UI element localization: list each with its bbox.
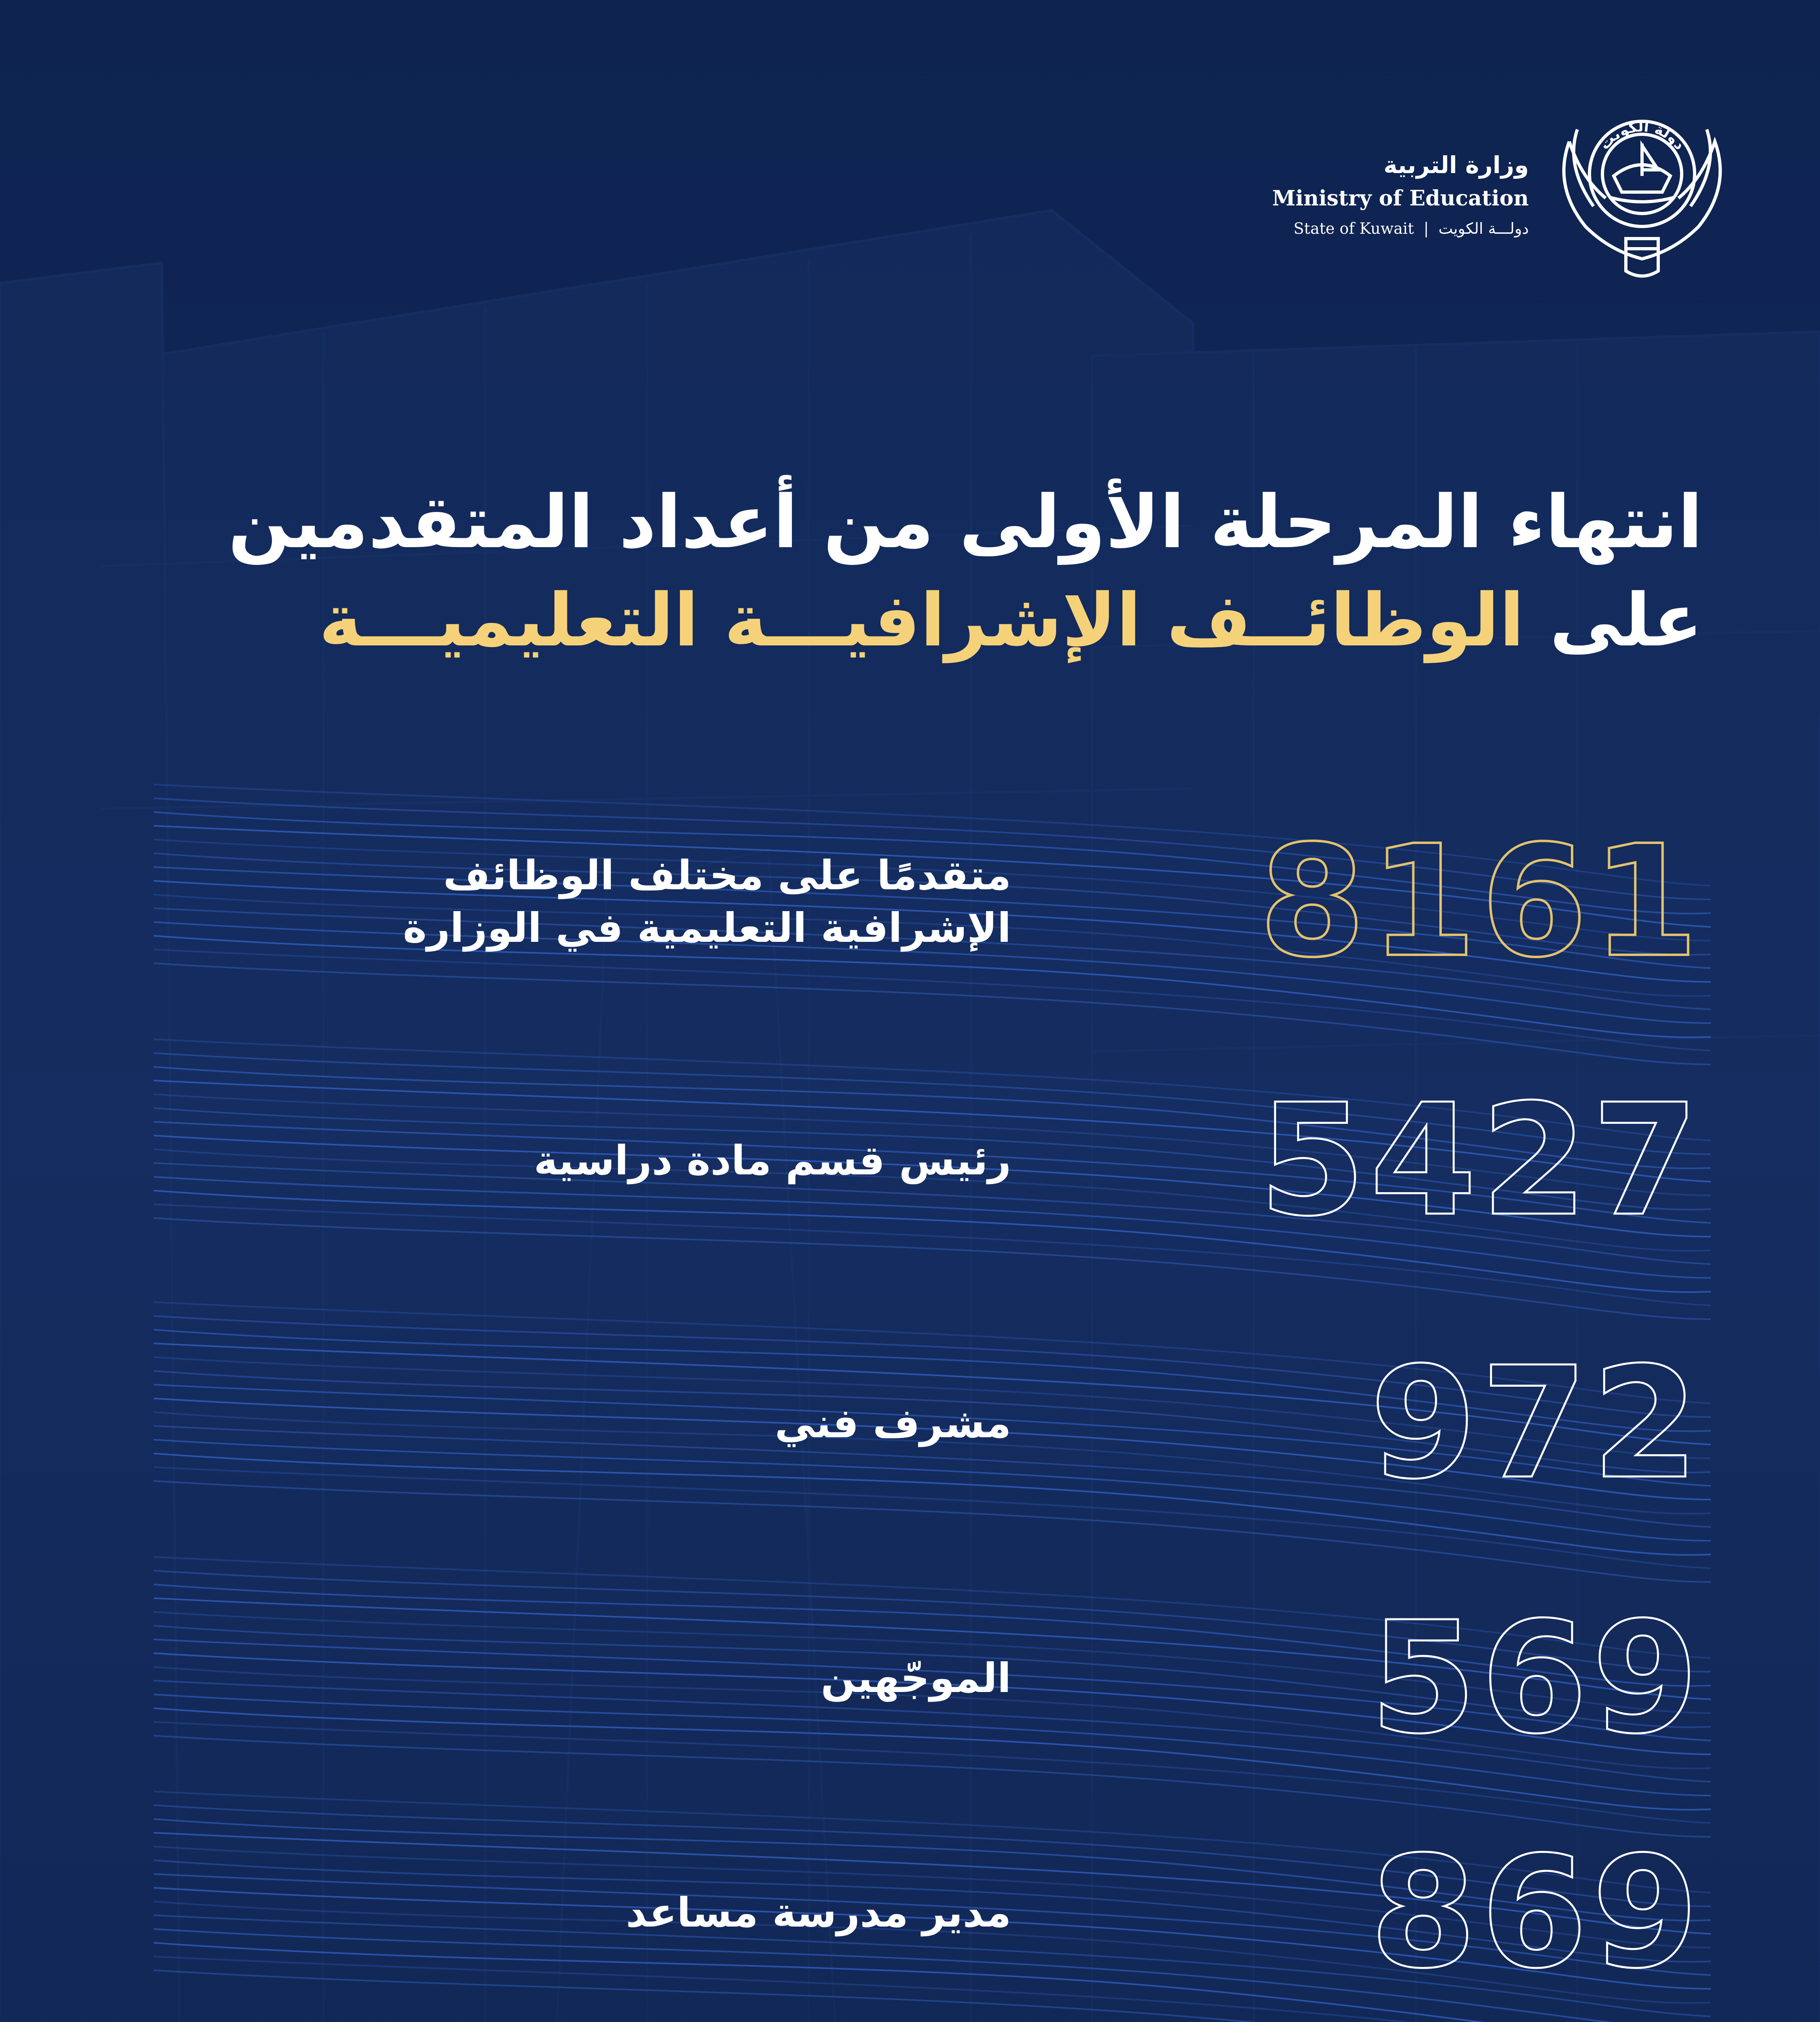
stat-row-mentors <box>0 1588 1820 1768</box>
stat-row-assistant-principal <box>0 1823 1820 2002</box>
headline-line-1: انتهاء المرحلة الأولى من أعداد المتقدمين <box>228 480 1703 565</box>
ministry-name-ar: وزارة التربية <box>1383 151 1529 179</box>
headline <box>85 473 1703 670</box>
ministry-name-en: Ministry of Education <box>1272 186 1529 211</box>
stat-label: الموجّهين <box>821 1654 1011 1702</box>
state-separator: | <box>1423 219 1429 237</box>
stat-row-technical-supervisor <box>0 1334 1820 1513</box>
headline-prefix: على <box>1524 578 1703 663</box>
ministry-brand <box>1272 105 1727 283</box>
stat-value: 869 <box>1369 1823 1703 2002</box>
stat-label: متقدمًا على مختلف الوظائف الإشرافية التعليمية في الوزارة <box>403 852 1011 952</box>
state-name-en: State of Kuwait <box>1293 219 1414 237</box>
headline-line-2 <box>85 571 1703 670</box>
stat-value: 8161 <box>1259 812 1703 991</box>
brand-text <box>1272 151 1529 237</box>
stat-label: مدير مدرسة مساعد <box>626 1889 1011 1936</box>
emblem-text: دولة الكويت <box>1596 118 1689 153</box>
state-line <box>1272 220 1529 237</box>
stat-value: 5427 <box>1259 1071 1703 1250</box>
state-name-ar: دولـــة الكويت <box>1438 219 1529 237</box>
stat-label: مشرف فني <box>775 1400 1011 1447</box>
stat-row-department-head <box>0 1071 1820 1250</box>
stat-label: رئيس قسم مادة دراسية <box>533 1137 1011 1184</box>
stat-row-total-applicants <box>0 812 1820 991</box>
kuwait-emblem-icon <box>1557 105 1727 283</box>
stat-value: 972 <box>1369 1334 1703 1513</box>
stat-value: 569 <box>1369 1588 1703 1768</box>
headline-highlight: الوظائــف الإشرافيـــة التعليميـــة <box>319 578 1524 663</box>
